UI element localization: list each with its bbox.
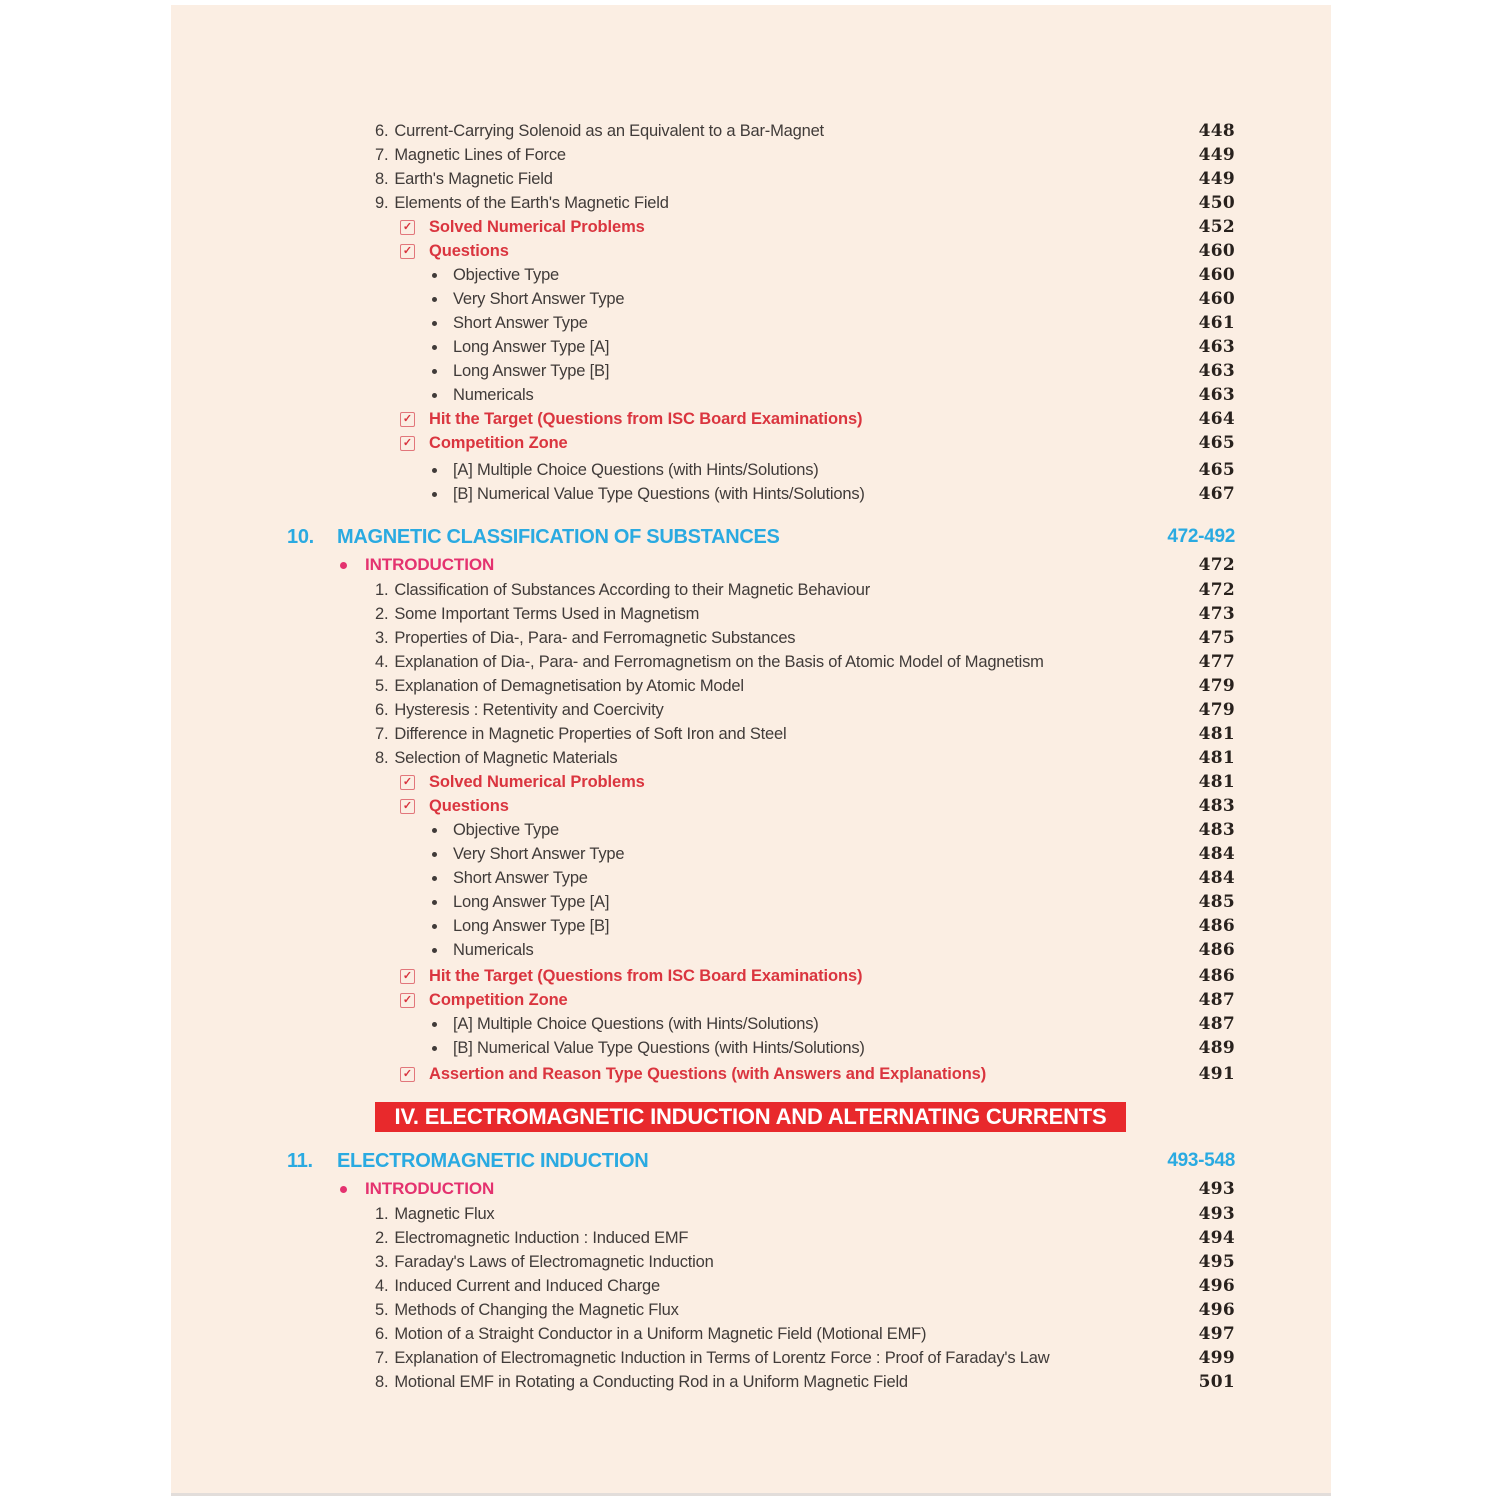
toc-row	[171, 143, 1331, 167]
toc-row	[171, 119, 1331, 143]
question-type-label: [A] Multiple Choice Questions (with Hints/Solutions)	[453, 1014, 819, 1033]
page-number: 472	[1198, 580, 1235, 600]
toc-row	[171, 431, 1331, 455]
topic-label	[375, 629, 795, 648]
toc-row	[171, 1346, 1331, 1370]
question-type-label: Long Answer Type [A]	[453, 337, 610, 356]
topic-label	[375, 701, 664, 720]
page-number: 489	[1198, 1038, 1235, 1058]
toc-row	[171, 1202, 1331, 1226]
topic-title: Hysteresis : Retentivity and Coercivity	[394, 700, 664, 719]
special-section-label: Hit the Target (Questions from ISC Board Examinations)	[429, 966, 863, 985]
topic-number: 6.	[375, 1324, 389, 1343]
chapter-title: MAGNETIC CLASSIFICATION OF SUBSTANCES	[337, 525, 780, 548]
toc-row	[171, 263, 1331, 287]
toc-row	[171, 1146, 1331, 1176]
page-number: 483	[1198, 796, 1235, 816]
bullet-dot-icon	[432, 852, 437, 857]
bullet-dot-icon	[432, 828, 437, 833]
checkbox-checked-icon: ✓	[400, 412, 415, 427]
page-number: 481	[1198, 748, 1235, 768]
toc-row	[171, 770, 1331, 794]
question-type-label: Long Answer Type [B]	[453, 916, 610, 935]
intro-label: INTRODUCTION	[365, 1179, 495, 1198]
chapter-number: 10.	[287, 525, 314, 548]
topic-title: Methods of Changing the Magnetic Flux	[394, 1300, 679, 1319]
topic-title: Magnetic Flux	[394, 1204, 495, 1223]
bullet-dot-icon	[432, 273, 437, 278]
page-number: 494	[1198, 1228, 1235, 1248]
special-section-label: Competition Zone	[429, 990, 568, 1009]
question-type-label: [B] Numerical Value Type Questions (with Hints/Solutions)	[453, 1038, 865, 1057]
toc-row	[171, 335, 1331, 359]
topic-number: 6.	[375, 700, 389, 719]
page-number: 481	[1198, 724, 1235, 744]
toc-row	[171, 239, 1331, 263]
topic-title: Properties of Dia-, Para- and Ferromagnetic Substances	[394, 628, 796, 647]
page-number: 449	[1198, 169, 1235, 189]
question-type-label: [A] Multiple Choice Questions (with Hints/Solutions)	[453, 460, 819, 479]
toc-row	[171, 1250, 1331, 1274]
toc-row	[171, 1176, 1331, 1202]
pink-bullet-dot-icon	[340, 1186, 347, 1193]
topic-number: 7.	[375, 1348, 389, 1367]
question-type-label: Short Answer Type	[453, 313, 588, 332]
toc-row	[171, 938, 1331, 962]
topic-label	[375, 749, 617, 768]
toc-row	[171, 522, 1331, 552]
page-number: 486	[1198, 966, 1235, 986]
topic-title: Explanation of Electromagnetic Induction in Terms of Lorentz Force : Proof of Faraday's Law	[394, 1348, 1050, 1367]
page-number: 487	[1198, 990, 1235, 1010]
topic-label	[375, 581, 870, 600]
topic-number: 5.	[375, 676, 389, 695]
toc-row	[171, 311, 1331, 335]
page-number: 486	[1198, 940, 1235, 960]
book-page	[171, 5, 1331, 1493]
toc-row	[171, 482, 1331, 506]
checkbox-checked-icon: ✓	[400, 993, 415, 1008]
special-section-label: Questions	[429, 241, 509, 260]
page-number: 463	[1198, 337, 1235, 357]
page-number: 465	[1198, 460, 1235, 480]
page-number: 477	[1198, 652, 1235, 672]
toc-row	[171, 602, 1331, 626]
bullet-dot-icon	[432, 468, 437, 473]
toc-row	[171, 842, 1331, 866]
bullet-dot-icon	[432, 948, 437, 953]
page-number: 485	[1198, 892, 1235, 912]
page-number: 448	[1198, 121, 1235, 141]
topic-number: 9.	[375, 193, 389, 212]
page-number: 479	[1198, 676, 1235, 696]
toc-row	[171, 1322, 1331, 1346]
topic-number: 3.	[375, 1252, 389, 1271]
topic-number: 2.	[375, 604, 389, 623]
toc-row	[171, 890, 1331, 914]
page-number: 460	[1198, 289, 1235, 309]
page-number: 467	[1198, 484, 1235, 504]
table-of-contents	[171, 119, 1331, 1394]
page-number: 481	[1198, 772, 1235, 792]
page-number: 484	[1198, 868, 1235, 888]
question-type-label: Numericals	[453, 385, 534, 404]
topic-number: 4.	[375, 1276, 389, 1295]
topic-number: 1.	[375, 1204, 389, 1223]
page-number: 465	[1198, 433, 1235, 453]
topic-number: 1.	[375, 580, 389, 599]
page-number: 493	[1198, 1204, 1235, 1224]
topic-number: 7.	[375, 724, 389, 743]
topic-number: 8.	[375, 1372, 389, 1391]
toc-row	[171, 964, 1331, 988]
topic-label	[375, 1205, 494, 1224]
toc-row	[171, 746, 1331, 770]
chapter-number: 11.	[287, 1149, 313, 1172]
checkbox-checked-icon: ✓	[400, 220, 415, 235]
topic-title: Motion of a Straight Conductor in a Uniform Magnetic Field (Motional EMF)	[394, 1324, 927, 1343]
toc-row	[171, 1062, 1331, 1086]
toc-row	[171, 167, 1331, 191]
topic-label	[375, 1229, 688, 1248]
page-number: 501	[1198, 1372, 1235, 1392]
topic-label	[375, 1349, 1049, 1368]
toc-row	[171, 722, 1331, 746]
page-number: 473	[1198, 604, 1235, 624]
page-number: 450	[1198, 193, 1235, 213]
bullet-dot-icon	[432, 900, 437, 905]
topic-label	[375, 194, 669, 213]
topic-number: 2.	[375, 1228, 389, 1247]
page-number: 449	[1198, 145, 1235, 165]
topic-title: Earth's Magnetic Field	[394, 169, 553, 188]
topic-label	[375, 677, 744, 696]
toc-row	[171, 866, 1331, 890]
toc-row	[171, 794, 1331, 818]
topic-label	[375, 725, 786, 744]
page-number: 496	[1198, 1276, 1235, 1296]
toc-row	[171, 674, 1331, 698]
page-number: 484	[1198, 844, 1235, 864]
page-number: 460	[1198, 241, 1235, 261]
page-number: 463	[1198, 361, 1235, 381]
page-number: 463	[1198, 385, 1235, 405]
topic-number: 8.	[375, 748, 389, 767]
page-number: 479	[1198, 700, 1235, 720]
toc-row	[171, 359, 1331, 383]
topic-label	[375, 146, 566, 165]
intro-label: INTRODUCTION	[365, 555, 495, 574]
topic-label	[375, 1301, 679, 1320]
question-type-label: Objective Type	[453, 820, 560, 839]
page-number: 497	[1198, 1324, 1235, 1344]
topic-label	[375, 1325, 926, 1344]
toc-row	[171, 1102, 1331, 1132]
topic-number: 3.	[375, 628, 389, 647]
checkbox-checked-icon: ✓	[400, 799, 415, 814]
bullet-dot-icon	[432, 1046, 437, 1051]
toc-row	[171, 1370, 1331, 1394]
toc-row	[171, 818, 1331, 842]
page-number: 495	[1198, 1252, 1235, 1272]
checkbox-checked-icon: ✓	[400, 436, 415, 451]
section-banner: IV. ELECTROMAGNETIC INDUCTION AND ALTERNATING CURRENTS	[375, 1102, 1126, 1132]
special-section-label: Solved Numerical Problems	[429, 772, 645, 791]
toc-row	[171, 1274, 1331, 1298]
special-section-label: Questions	[429, 796, 509, 815]
bullet-dot-icon	[432, 876, 437, 881]
special-section-label: Hit the Target (Questions from ISC Board Examinations)	[429, 409, 863, 428]
topic-title: Magnetic Lines of Force	[394, 145, 566, 164]
topic-label	[375, 170, 553, 189]
special-section-label: Competition Zone	[429, 433, 568, 452]
toc-row	[171, 988, 1331, 1012]
topic-title: Some Important Terms Used in Magnetism	[394, 604, 700, 623]
topic-number: 6.	[375, 121, 389, 140]
topic-label	[375, 122, 824, 141]
page-number: 491	[1198, 1064, 1235, 1084]
checkbox-checked-icon: ✓	[400, 775, 415, 790]
toc-row	[171, 578, 1331, 602]
bullet-dot-icon	[432, 393, 437, 398]
checkbox-checked-icon: ✓	[400, 244, 415, 259]
toc-row	[171, 458, 1331, 482]
toc-row	[171, 1012, 1331, 1036]
question-type-label: Very Short Answer Type	[453, 289, 625, 308]
bullet-dot-icon	[432, 492, 437, 497]
page-number: 461	[1198, 313, 1235, 333]
page-number: 452	[1198, 217, 1235, 237]
topic-label	[375, 1373, 908, 1392]
question-type-label: Numericals	[453, 940, 534, 959]
topic-label	[375, 1277, 660, 1296]
bullet-dot-icon	[432, 321, 437, 326]
topic-label	[375, 1253, 714, 1272]
chapter-title: ELECTROMAGNETIC INDUCTION	[337, 1149, 649, 1172]
topic-title: Selection of Magnetic Materials	[394, 748, 618, 767]
topic-title: Difference in Magnetic Properties of Soft Iron and Steel	[394, 724, 787, 743]
topic-title: Classification of Substances According to their Magnetic Behaviour	[394, 580, 871, 599]
topic-title: Explanation of Dia-, Para- and Ferromagnetism on the Basis of Atomic Model of Magnetism	[394, 652, 1044, 671]
toc-row	[171, 1036, 1331, 1060]
special-section-label: Solved Numerical Problems	[429, 217, 645, 236]
topic-title: Induced Current and Induced Charge	[394, 1276, 661, 1295]
page-number: 472	[1198, 555, 1235, 575]
question-type-label: Long Answer Type [A]	[453, 892, 610, 911]
bullet-dot-icon	[432, 345, 437, 350]
toc-row	[171, 215, 1331, 239]
topic-title: Elements of the Earth's Magnetic Field	[394, 193, 669, 212]
topic-title: Explanation of Demagnetisation by Atomic Model	[394, 676, 744, 695]
toc-row	[171, 1298, 1331, 1322]
toc-row	[171, 407, 1331, 431]
page-number: 464	[1198, 409, 1235, 429]
page-number: 483	[1198, 820, 1235, 840]
checkbox-checked-icon: ✓	[400, 1067, 415, 1082]
topic-title: Faraday's Laws of Electromagnetic Induction	[394, 1252, 714, 1271]
topic-number: 7.	[375, 145, 389, 164]
page-number: 496	[1198, 1300, 1235, 1320]
toc-row	[171, 383, 1331, 407]
topic-number: 4.	[375, 652, 389, 671]
topic-label	[375, 653, 1044, 672]
toc-row	[171, 626, 1331, 650]
topic-label	[375, 605, 699, 624]
page-number: 472-492	[1167, 526, 1235, 547]
page-number: 493	[1198, 1179, 1235, 1199]
page-number: 499	[1198, 1348, 1235, 1368]
bullet-dot-icon	[432, 369, 437, 374]
toc-row	[171, 914, 1331, 938]
pink-bullet-dot-icon	[340, 562, 347, 569]
question-type-label: Long Answer Type [B]	[453, 361, 610, 380]
toc-row	[171, 552, 1331, 578]
question-type-label: Objective Type	[453, 265, 560, 284]
bullet-dot-icon	[432, 924, 437, 929]
topic-number: 8.	[375, 169, 389, 188]
topic-title: Motional EMF in Rotating a Conducting Rod in a Uniform Magnetic Field	[394, 1372, 908, 1391]
page-number: 486	[1198, 916, 1235, 936]
checkbox-checked-icon: ✓	[400, 969, 415, 984]
page-number: 460	[1198, 265, 1235, 285]
toc-row	[171, 650, 1331, 674]
page-number: 475	[1198, 628, 1235, 648]
toc-row	[171, 287, 1331, 311]
question-type-label: Short Answer Type	[453, 868, 588, 887]
question-type-label: Very Short Answer Type	[453, 844, 625, 863]
bullet-dot-icon	[432, 297, 437, 302]
bullet-dot-icon	[432, 1022, 437, 1027]
toc-row	[171, 698, 1331, 722]
topic-title: Electromagnetic Induction : Induced EMF	[394, 1228, 689, 1247]
topic-title: Current-Carrying Solenoid as an Equivalent to a Bar-Magnet	[394, 121, 824, 140]
special-section-label: Assertion and Reason Type Questions (with Answers and Explanations)	[429, 1064, 987, 1083]
topic-number: 5.	[375, 1300, 389, 1319]
page-number: 487	[1198, 1014, 1235, 1034]
question-type-label: [B] Numerical Value Type Questions (with Hints/Solutions)	[453, 484, 865, 503]
page-number: 493-548	[1167, 1150, 1235, 1171]
toc-row	[171, 191, 1331, 215]
toc-row	[171, 1226, 1331, 1250]
